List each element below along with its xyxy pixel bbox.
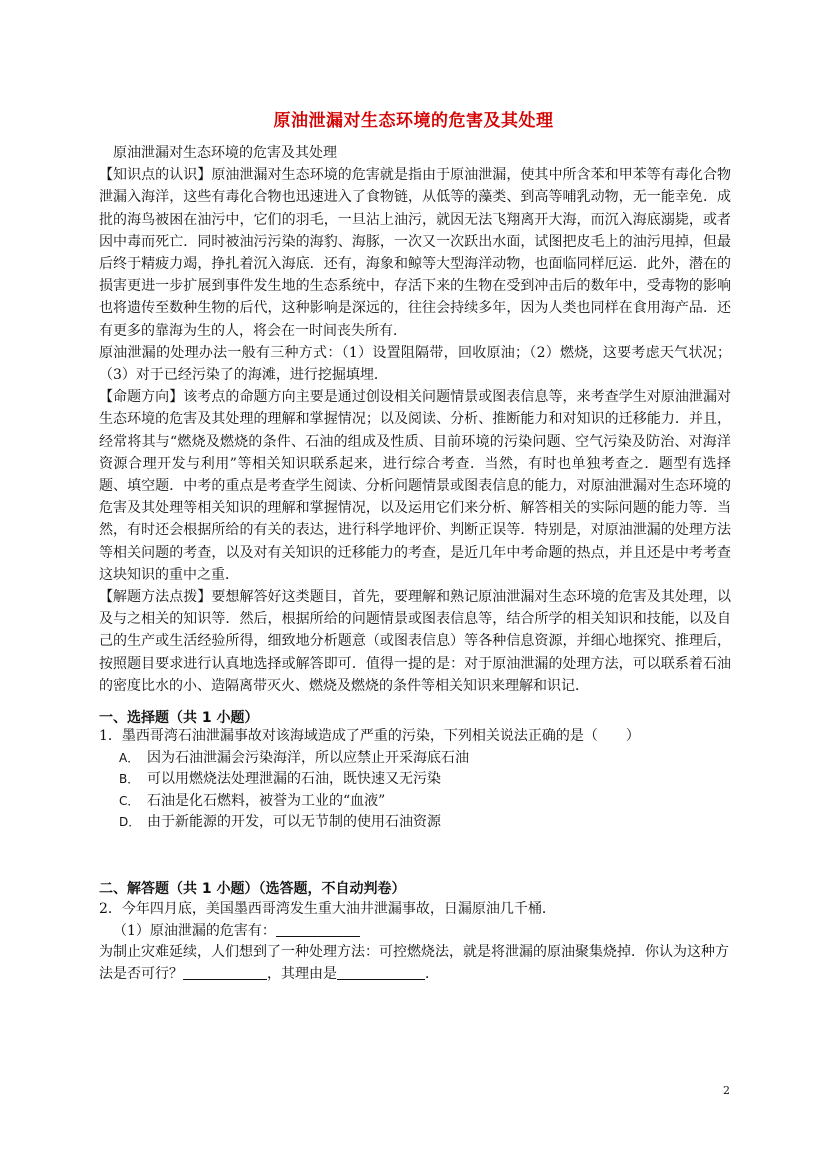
direction-label: 【命题方向】: [99, 389, 184, 406]
option-b-text: 可以用燃烧法处理泄漏的石油，既快速又无污染: [147, 771, 441, 787]
direction-paragraph: [99, 386, 731, 586]
knowledge-text: 原油泄漏对生态环境的危害就是指由于原油泄漏，使其中所含苯和甲苯等有毒化合物泄漏入海洋，这些有毒化合物也迅速进入了食物链，从低等的藻类、到高等哺乳动物，无一能幸免．成批的海鸟被困在油污中，它们的羽毛，一旦沾上油污，就因无法飞翔离开大海，而沉入海底溺毙，或者因中毒而死亡．同时被油污污染的海豹、海豚，一次又一次跃出水面，试图把皮毛上的油污甩掉，但最后终于精疲力竭，挣扎着沉入海底．还有，海象和鲸等大型海洋动物，也面临同样厄运．此外，潜在的损害更进一步扩展到事件发生地的生态系统中，存活下来的生物在受到冲击后的数年中，受毒物的影响也将遗传至数种生物的后代，这种影响是深远的，往往会持续多年，因为人类也同样在食用海产品．还有更多的靠海为生的人，将会在一时间丧失所有．: [99, 167, 732, 339]
question-2-line3: [99, 942, 739, 985]
option-d-letter: D．: [119, 815, 141, 829]
question-2: [99, 899, 739, 985]
answer-blank-2[interactable]: [183, 965, 267, 980]
treatment-paragraph: 原油泄漏的处理办法一般有三种方式：（1）设置阻隔带，回收原油；（2）燃烧，这要考虑天气状况；（3）对于已经污染了的海滩，进行挖掘填埋．: [99, 344, 731, 384]
direction-text: 该考点的命题方向主要是通过创设相关问题情景或图表信息等，来考查学生对原油泄漏对生态环境的危害及其处理的理解和掌握情况；以及阅读、分析、推断能力和对知识的迁移能力．并且，经常将其与“燃烧及燃烧的条件、石油的组成及性质、目前环境的污染问题、空气污染及防治、对海洋资源合理开发与利用”等相关知识联系起来，进行综合考查．当然，有时也单独考查之．题型有选择题、填空题．中考的重点是考查学生阅读、分析问题情景或图表信息的能力，对原油泄漏对生态环境的危害及其处理等相关知识的理解和掌握情况，以及运用它们来分析、解答相关的实际问题的能力等．当然，有时还会根据所给的有关的表达，进行科学地评价、判断正误等．特别是，对原油泄漏的处理方法等相关问题的考查，以及对有关知识的迁移能力的考查，是近几年中考命题的热点，并且还是中考考查这块知识的重中之重．: [99, 389, 732, 583]
option-a-letter: A．: [119, 750, 140, 765]
page-title: 原油泄漏对生态环境的危害及其处理: [273, 111, 554, 131]
option-d-text: 由于新能源的开发，可以无节制的使用石油资源: [147, 814, 441, 830]
option-d[interactable]: [99, 812, 739, 834]
sub1-text: （1）原油泄漏的危害有：: [113, 922, 276, 939]
page-number: 2: [723, 1084, 730, 1097]
answer-blank-1[interactable]: [276, 922, 360, 937]
line3-end: ．: [425, 965, 439, 982]
question-1: [99, 726, 739, 834]
option-a-text: 因为石油泄漏会污染海洋，所以应禁止开采海底石油: [147, 749, 469, 766]
answer-blank-3[interactable]: [337, 965, 425, 980]
option-c-letter: C．: [119, 793, 140, 808]
option-c-text: 石油是化石燃料，被誉为工业的“血液”: [147, 792, 386, 809]
line3-text: 为制止灾难延续，人们想到了一种处理方法：可控燃烧法，就是将泄漏的原油聚集烧掉．你认为这种方法是否可行？: [99, 944, 729, 982]
knowledge-section: [99, 142, 731, 697]
question-1-stem: 1．墨西哥湾石油泄漏事故对该海域造成了严重的污染，下列相关说法正确的是（ ）: [99, 728, 640, 744]
knowledge-paragraph: [99, 164, 731, 342]
line3-reason: ，其理由是: [267, 965, 337, 982]
option-b-letter: B．: [119, 772, 140, 786]
option-b[interactable]: [99, 769, 739, 791]
knowledge-label: 【知识点的认识】: [99, 167, 212, 184]
option-a[interactable]: [99, 748, 739, 770]
method-label: 【解题方法点拨】: [99, 589, 212, 606]
question-2-stem: 2．今年四月底，美国墨西哥湾发生重大油井泄漏事故，日漏原油几千桶．: [99, 901, 556, 917]
method-text: 要想解答好这类题目，首先，要理解和熟记原油泄漏对生态环境的危害及其处理，以及与之相关的知识等．然后，根据所给的问题情景或图表信息等，结合所学的相关知识和技能，以及自己的生产或生活经验所得，细致地分析题意（或图表信息）等各种信息资源，并细心地探究、推理后，按照题目要求进行认真地选择或解答即可．值得一提的是：对于原油泄漏的处理方法，可以联系着石油的密度比水的小、造隔离带灭火、燃烧及燃烧的条件等相关知识来理解和识记．: [99, 589, 732, 694]
section-heading-choice: 一、选择题（共 1 小题）: [99, 710, 259, 726]
question-2-sub1: [99, 921, 739, 943]
subtitle: 原油泄漏对生态环境的危害及其处理: [113, 145, 337, 161]
section-heading-answer: 二、解答题（共 1 小题）（选答题，不自动判卷）: [99, 881, 406, 897]
option-c[interactable]: [99, 791, 739, 813]
method-paragraph: [99, 586, 731, 697]
